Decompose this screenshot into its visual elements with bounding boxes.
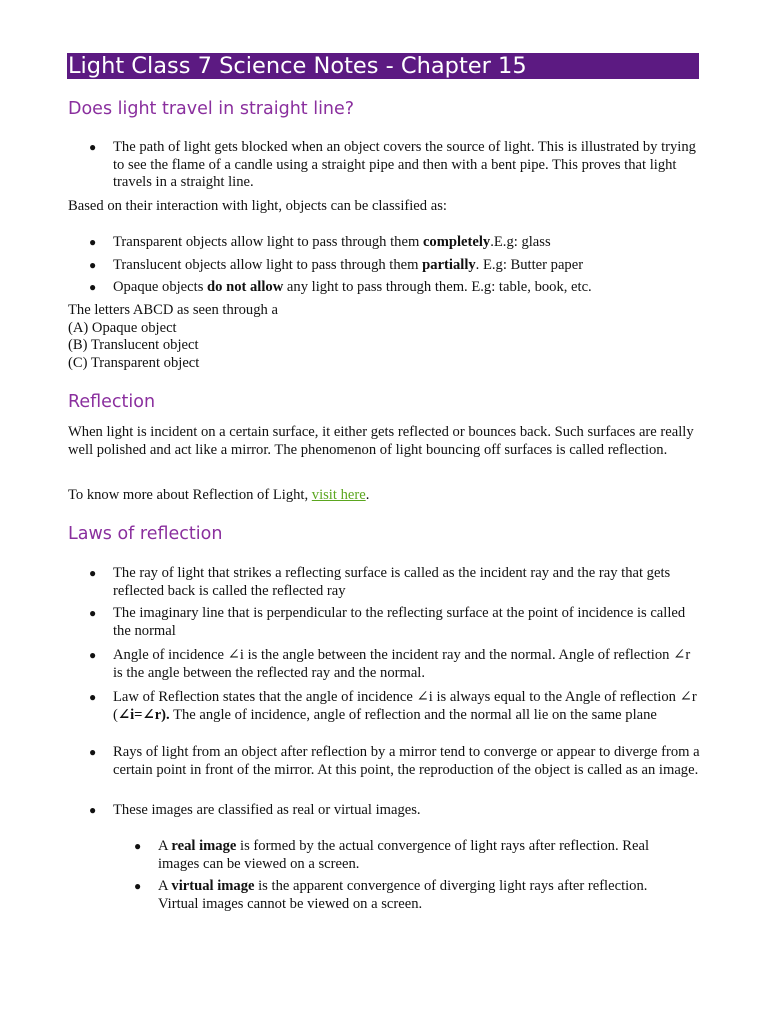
list-item-text: The path of light gets blocked when an object covers the source of light. This is illustrated by trying to see the flame of a candle using a straight pipe and then with a bent pipe. This proves that light travels in a straight line. (113, 139, 696, 191)
list-item (89, 605, 701, 640)
bullet-icon: ● (89, 745, 97, 759)
list-item (89, 257, 701, 275)
reflection-more-paragraph (68, 487, 700, 505)
sub-list-item (134, 838, 678, 873)
reflection-paragraph: When light is incident on a certain surface, it either gets reflected or bounces back. Such surfaces are really well polished and act like a mirror. The phenomenon of light bouncing off surfaces is called reflection. (68, 424, 694, 458)
abcd-line: (B) Translucent object (68, 337, 199, 354)
law-text-pre: Law of Reflection states that the angle of incidence ∠i is always equal to the Angle of reflection ∠r ( (113, 689, 697, 723)
bullet-icon: ● (89, 690, 97, 704)
list-item (89, 139, 701, 192)
bullet-icon: ● (89, 280, 97, 294)
law-text-post: The angle of incidence, angle of reflection and the normal all lie on the same plane (169, 706, 657, 723)
bullet-icon: ● (134, 839, 142, 853)
abcd-line: The letters ABCD as seen through a (68, 302, 278, 318)
bullet-icon: ● (89, 648, 97, 662)
list-item (89, 802, 701, 820)
abcd-line: (C) Transparent object (68, 354, 200, 371)
sub-item-post: is formed by the actual convergence of light rays after reflection. Real images can be viewed on a screen. (158, 838, 650, 872)
list-item (89, 234, 701, 252)
bullet-icon: ● (89, 566, 97, 580)
bullet-icon: ● (89, 803, 97, 817)
bullet-icon: ● (89, 258, 97, 272)
item-text-pre: Translucent objects allow light to pass through them (113, 257, 423, 273)
abcd-line: (A) Opaque object (68, 319, 177, 336)
heading-straight-line: Does light travel in straight line? (68, 99, 355, 119)
page-title: Light Class 7 Science Notes - Chapter 15 (67, 53, 699, 79)
item-text-pre: Opaque objects (113, 279, 208, 295)
item-text-post: . E.g: Butter paper (475, 257, 584, 273)
reflection-more-end: . (365, 487, 370, 503)
sub-item-post: is the apparent convergence of diverging light rays after reflection. Virtual images cannot be viewed on a screen. (158, 878, 648, 912)
list-item-text: Rays of light from an object after reflection by a mirror tend to converge or appear to diverge from a certain point in front of the mirror. At this point, the reproduction of the object is called as an image. (113, 744, 700, 778)
classification-intro: Based on their interaction with light, objects can be classified as: (68, 198, 447, 214)
item-text-post: .E.g: glass (490, 234, 551, 250)
sub-item-bold: virtual image (171, 878, 255, 894)
sub-item-pre: A (158, 878, 172, 894)
list-item-text: The ray of light that strikes a reflecting surface is called as the incident ray and the ray that gets reflected back is called the reflected ray (113, 565, 671, 599)
list-item (89, 744, 701, 779)
reflection-more-text: To know more about Reflection of Light, (68, 487, 312, 503)
heading-reflection: Reflection (68, 392, 156, 412)
abcd-block (68, 302, 700, 372)
sub-item-pre: A (158, 838, 172, 854)
item-text-bold: partially (422, 257, 476, 273)
list-item (89, 279, 701, 297)
item-text-post: any light to pass through them. E.g: table, book, etc. (283, 279, 592, 295)
bullet-icon: ● (89, 140, 97, 154)
list-item-text: These images are classified as real or virtual images. (113, 802, 421, 818)
list-item (89, 689, 701, 724)
sub-list-item (134, 878, 678, 913)
bullet-icon: ● (89, 235, 97, 249)
heading-laws: Laws of reflection (68, 524, 223, 544)
bullet-icon: ● (89, 606, 97, 620)
sub-item-bold: real image (171, 838, 237, 854)
list-item-text: Angle of incidence ∠i is the angle between the incident ray and the normal. Angle of reflection ∠r is the angle between the reflected ray and the normal. (113, 647, 691, 681)
visit-here-link[interactable]: visit here (311, 487, 366, 503)
list-item (89, 565, 701, 600)
law-equation: ∠i=∠r). (117, 706, 170, 723)
bullet-icon: ● (134, 879, 142, 893)
list-item (89, 647, 701, 682)
item-text-bold: do not allow (207, 279, 284, 295)
item-text-pre: Transparent objects allow light to pass through them (113, 234, 423, 250)
item-text-bold: completely (422, 234, 491, 250)
list-item-text: The imaginary line that is perpendicular to the reflecting surface at the point of incidence is called the normal (113, 605, 686, 639)
